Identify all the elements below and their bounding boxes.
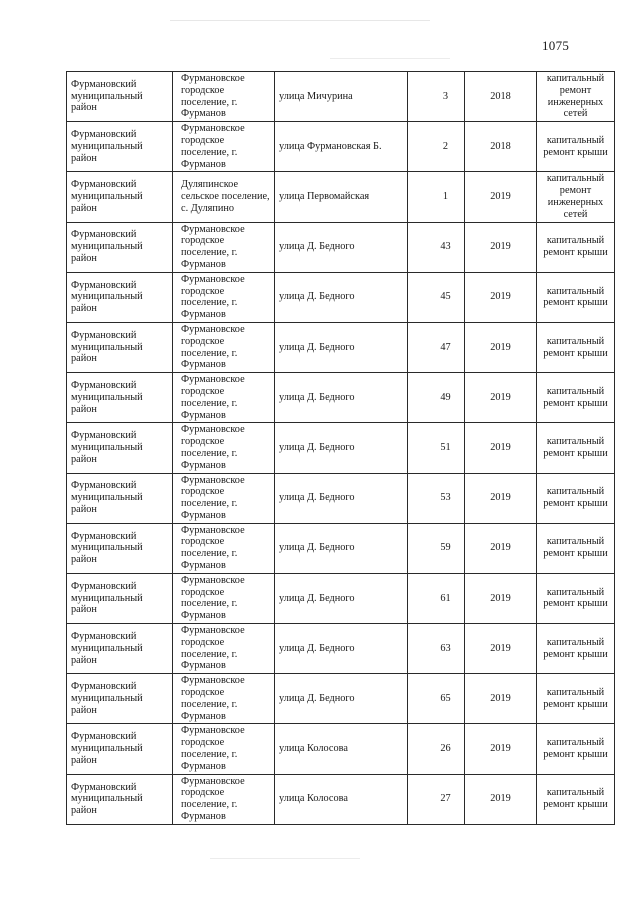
table-row [67, 122, 615, 172]
street-cell: улица Д. Бедного [275, 222, 408, 272]
work-type-cell: капитальный ремонт крыши [537, 373, 615, 423]
street-cell: улица Д. Бедного [275, 573, 408, 623]
table-row [67, 72, 615, 122]
settlement-cell: Фурмановское городское поселение, г. Фурманов [173, 473, 275, 523]
year-cell: 2019 [465, 473, 537, 523]
settlement-cell: Фурмановское городское поселение, г. Фурманов [173, 774, 275, 824]
table-row [67, 473, 615, 523]
year-cell: 2019 [465, 423, 537, 473]
district-cell: Фурмановский муниципальный район [67, 473, 173, 523]
work-type-cell: капитальный ремонт инженерных сетей [537, 72, 615, 122]
district-cell: Фурмановский муниципальный район [67, 523, 173, 573]
house-number-cell: 63 [408, 624, 465, 674]
year-cell: 2019 [465, 573, 537, 623]
table-row [67, 674, 615, 724]
district-cell: Фурмановский муниципальный район [67, 72, 173, 122]
house-number-cell: 53 [408, 473, 465, 523]
settlement-cell: Фурмановское городское поселение, г. Фурманов [173, 423, 275, 473]
district-cell: Фурмановский муниципальный район [67, 222, 173, 272]
settlement-cell: Фурмановское городское поселение, г. Фурманов [173, 322, 275, 372]
street-cell: улица Д. Бедного [275, 523, 408, 573]
street-cell: улица Д. Бедного [275, 674, 408, 724]
settlement-cell: Фурмановское городское поселение, г. Фурманов [173, 122, 275, 172]
year-cell: 2019 [465, 373, 537, 423]
street-cell: улица Колосова [275, 774, 408, 824]
house-number-cell: 45 [408, 272, 465, 322]
year-cell: 2019 [465, 774, 537, 824]
settlement-cell: Фурмановское городское поселение, г. Фурманов [173, 373, 275, 423]
house-number-cell: 43 [408, 222, 465, 272]
table-row [67, 423, 615, 473]
house-number-cell: 27 [408, 774, 465, 824]
district-cell: Фурмановский муниципальный район [67, 573, 173, 623]
housing-repair-table [66, 71, 615, 825]
year-cell: 2018 [465, 122, 537, 172]
page-number: 1075 [542, 38, 570, 53]
table-row [67, 774, 615, 824]
street-cell: улица Д. Бедного [275, 473, 408, 523]
district-cell: Фурмановский муниципальный район [67, 322, 173, 372]
house-number-cell: 61 [408, 573, 465, 623]
year-cell: 2019 [465, 624, 537, 674]
street-cell: улица Д. Бедного [275, 272, 408, 322]
street-cell: улица Колосова [275, 724, 408, 774]
settlement-cell: Фурмановское городское поселение, г. Фурманов [173, 222, 275, 272]
house-number-cell: 3 [408, 72, 465, 122]
year-cell: 2019 [465, 272, 537, 322]
street-cell: улица Д. Бедного [275, 624, 408, 674]
scan-noise [210, 858, 360, 859]
settlement-cell: Фурмановское городское поселение, г. Фурманов [173, 674, 275, 724]
street-cell: улица Первомайская [275, 172, 408, 222]
year-cell: 2018 [465, 72, 537, 122]
table-row [67, 322, 615, 372]
house-number-cell: 49 [408, 373, 465, 423]
work-type-cell: капитальный ремонт крыши [537, 222, 615, 272]
district-cell: Фурмановский муниципальный район [67, 674, 173, 724]
house-number-cell: 65 [408, 674, 465, 724]
district-cell: Фурмановский муниципальный район [67, 272, 173, 322]
table-row [67, 272, 615, 322]
settlement-cell: Фурмановское городское поселение, г. Фурманов [173, 72, 275, 122]
year-cell: 2019 [465, 674, 537, 724]
street-cell: улица Д. Бедного [275, 373, 408, 423]
house-number-cell: 2 [408, 122, 465, 172]
work-type-cell: капитальный ремонт инженерных сетей [537, 172, 615, 222]
street-cell: улица Мичурина [275, 72, 408, 122]
district-cell: Фурмановский муниципальный район [67, 724, 173, 774]
work-type-cell: капитальный ремонт крыши [537, 322, 615, 372]
table-row [67, 523, 615, 573]
year-cell: 2019 [465, 322, 537, 372]
table-row [67, 172, 615, 222]
work-type-cell: капитальный ремонт крыши [537, 272, 615, 322]
year-cell: 2019 [465, 523, 537, 573]
scan-noise [330, 58, 450, 59]
table-row [67, 573, 615, 623]
settlement-cell: Фурмановское городское поселение, г. Фурманов [173, 724, 275, 774]
district-cell: Фурмановский муниципальный район [67, 172, 173, 222]
settlement-cell: Фурмановское городское поселение, г. Фурманов [173, 272, 275, 322]
year-cell: 2019 [465, 222, 537, 272]
house-number-cell: 26 [408, 724, 465, 774]
district-cell: Фурмановский муниципальный район [67, 774, 173, 824]
work-type-cell: капитальный ремонт крыши [537, 774, 615, 824]
scan-noise [170, 20, 430, 21]
work-type-cell: капитальный ремонт крыши [537, 423, 615, 473]
year-cell: 2019 [465, 172, 537, 222]
table-row [67, 373, 615, 423]
work-type-cell: капитальный ремонт крыши [537, 573, 615, 623]
house-number-cell: 59 [408, 523, 465, 573]
settlement-cell: Фурмановское городское поселение, г. Фурманов [173, 573, 275, 623]
district-cell: Фурмановский муниципальный район [67, 624, 173, 674]
district-cell: Фурмановский муниципальный район [67, 373, 173, 423]
table-row [67, 724, 615, 774]
street-cell: улица Фурмановская Б. [275, 122, 408, 172]
work-type-cell: капитальный ремонт крыши [537, 674, 615, 724]
work-type-cell: капитальный ремонт крыши [537, 523, 615, 573]
work-type-cell: капитальный ремонт крыши [537, 724, 615, 774]
work-type-cell: капитальный ремонт крыши [537, 624, 615, 674]
district-cell: Фурмановский муниципальный район [67, 423, 173, 473]
house-number-cell: 1 [408, 172, 465, 222]
table-row [67, 222, 615, 272]
house-number-cell: 47 [408, 322, 465, 372]
street-cell: улица Д. Бедного [275, 423, 408, 473]
work-type-cell: капитальный ремонт крыши [537, 122, 615, 172]
work-type-cell: капитальный ремонт крыши [537, 473, 615, 523]
table-row [67, 624, 615, 674]
settlement-cell: Фурмановское городское поселение, г. Фурманов [173, 624, 275, 674]
street-cell: улица Д. Бедного [275, 322, 408, 372]
year-cell: 2019 [465, 724, 537, 774]
settlement-cell: Фурмановское городское поселение, г. Фурманов [173, 523, 275, 573]
district-cell: Фурмановский муниципальный район [67, 122, 173, 172]
house-number-cell: 51 [408, 423, 465, 473]
settlement-cell: Дуляпинское сельское поселение, с. Дуляпино [173, 172, 275, 222]
